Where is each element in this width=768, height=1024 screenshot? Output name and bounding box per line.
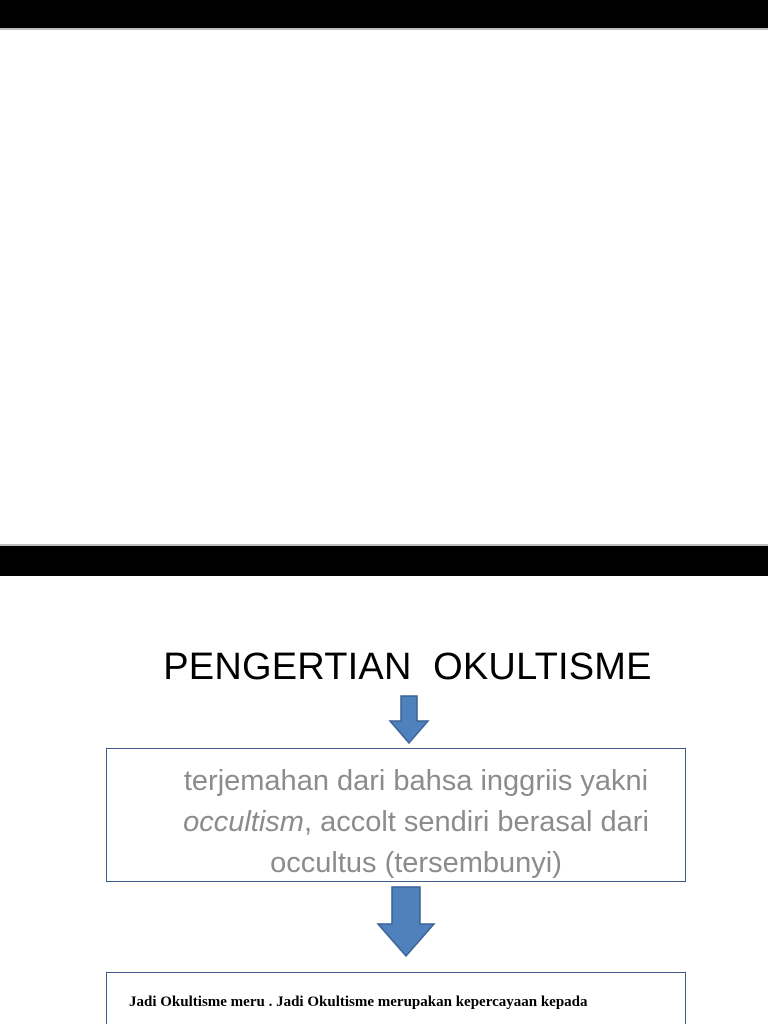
blank-slide (0, 28, 768, 546)
definition-line-1: terjemahan dari bahsa inggriis yakni (183, 765, 649, 797)
conclusion-box (106, 972, 686, 1024)
definition-box (106, 748, 686, 882)
slide-title: PENGERTIAN OKULTISME (163, 646, 652, 688)
slide-okultisme (0, 576, 768, 1024)
definition-line-2: , accolt sendiri berasal dari (303, 806, 649, 838)
down-arrow-icon (376, 886, 436, 958)
conclusion-text: Jadi Okultisme meru . Jadi Okultisme merupakan kepercayaan kepada (129, 994, 588, 1010)
definition-text (107, 761, 685, 884)
down-arrow-icon (388, 695, 430, 745)
definition-term: occultism (183, 806, 304, 838)
definition-line-3: occultus (tersembunyi) (270, 847, 562, 879)
top-black-bar (0, 0, 768, 28)
slide-separator-bar (0, 546, 768, 576)
